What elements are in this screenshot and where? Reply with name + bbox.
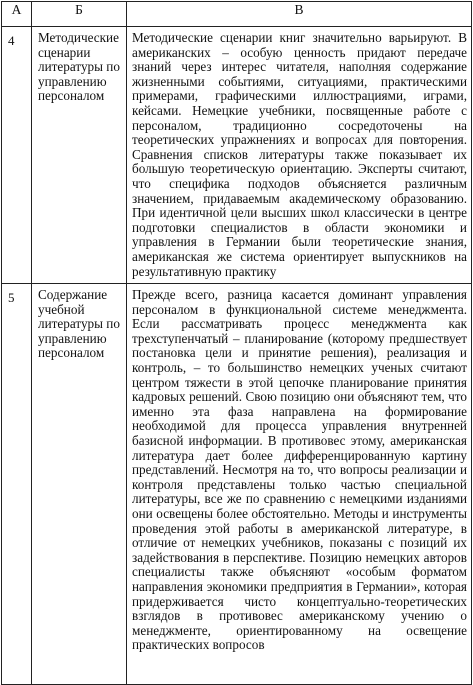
table-header-row	[2, 2, 472, 27]
header-col-b: Б	[32, 2, 127, 27]
row-text: Прежде всего, разница касается доминант управления персоналом в функциональной системе менеджмента. Если рассматривать процесс менеджмента как трехступенчатый – планирование (которому предшествует постановка цели и принятие решения), реализация и контроль, – то большинство немецких ученых считают центром тяжести в этой цепочке планирование принятия кадровых решений. Свою позицию они объясняют тем, что именно эта фаза направлена на формирование необходимой для процесса управления внутренней базисной информации. В противовес этому, американская литература дает более дифференцированную картину представлений. Несмотря на то, что вопросы реализации и контроля представлены только частью специальной литературы, все же по сравнению с немецкими изданиями они освещены более обстоятельно. Методы и инструменты проведения этой работы в американской литературе, в отличие от немецких учебников, показаны с позиций их задействования в перспективе. Позицию немецких авторов специалисты также объясняют «особым форматом направления экономики предприятия в Германии», которая придерживается чисто концептуально-теоретических взглядов в противовес американскому учению о менеджменте, ориентированному на освещение практических вопросов	[127, 284, 472, 685]
header-col-c: В	[127, 2, 472, 27]
table-row	[2, 284, 472, 685]
header-col-a: А	[2, 2, 32, 27]
row-title: Методические сценарии литературы по управлению персоналом	[32, 27, 127, 284]
row-text: Методические сценарии книг значительно варьируют. В американских – особую ценность придают передаче знаний через интерес читателя, наполняя содержание жизненными событиями, ситуациями, практическими примерами, графическими иллюстрациями, играми, кейсами. Немецкие учебники, посвященные работе с персоналом, традиционно сосредоточены на теоретических упражнениях и вопросах для повторения. Сравнения списков литературы также показывает их большую теоретическую ориентацию. Эксперты считают, что специфика подходов объясняется различным значением, придаваемым академическому образованию. При идентичной цели высших школ классически в центре подготовки специалистов в области экономики и управления в Германии были теоретические знания, американская же система ориентирует выпускников на результативную практику	[127, 27, 472, 284]
row-number: 5	[2, 284, 32, 685]
row-title: Содержание учебной литературы по управлению персоналом	[32, 284, 127, 685]
comparison-table	[1, 1, 472, 685]
row-number: 4	[2, 27, 32, 284]
table-row	[2, 27, 472, 284]
